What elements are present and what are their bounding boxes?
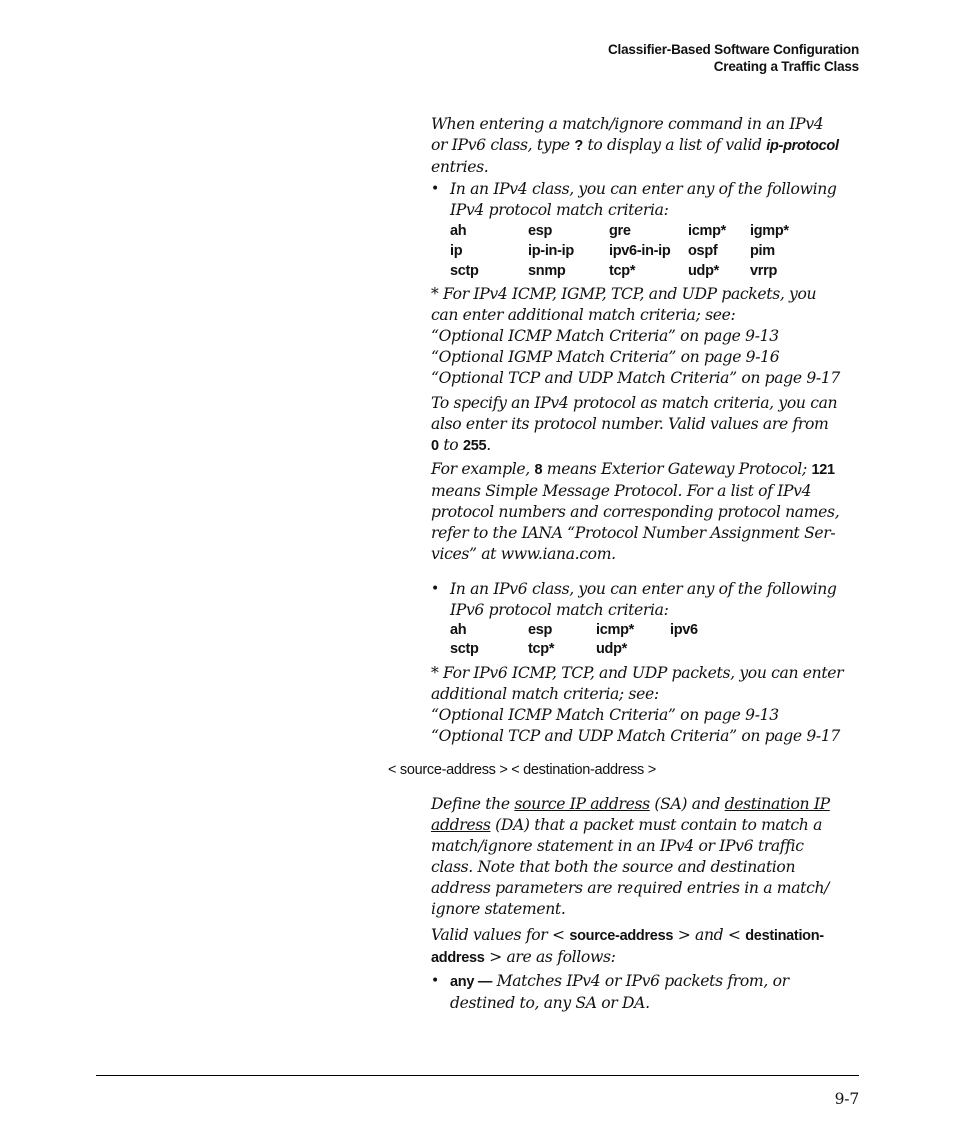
cross-reference: “Optional ICMP Match Criteria” on page 9-13	[431, 327, 779, 345]
protocol-cell: igmp*	[750, 223, 789, 239]
protocol-cell: vrrp	[750, 263, 778, 279]
protocol-cell: esp	[528, 223, 553, 239]
ip-protocol-keyword: ip-protocol	[766, 138, 839, 154]
cross-reference: “Optional TCP and UDP Match Criteria” on page 9-17	[431, 369, 840, 387]
destination-ip-address-term: destination IP	[724, 795, 830, 813]
protocol-cell: udp*	[596, 641, 628, 657]
header-chapter-title: Classifier-Based Software Configuration	[608, 42, 859, 57]
ipv4-additional-criteria-note: * For IPv4 ICMP, IGMP, TCP, and UDP packets, you can enter additional match criteria; see: “Optional ICMP Match Criteria” on page 9-13 “Optional IGMP Match Criteria” on page 9-16 “Optional TCP and UDP Match Criteria” on page 9-17	[431, 284, 855, 389]
protocol-cell: gre	[609, 223, 631, 239]
ipv6-additional-criteria-note: * For IPv6 ICMP, TCP, and UDP packets, you can enter additional match criteria; see: “Optional ICMP Match Criteria” on page 9-13 “Optional TCP and UDP Match Criteria” on page 9-17	[431, 663, 855, 747]
any-bullet-item: • any — Matches IPv4 or IPv6 packets from, or destined to, any SA or DA.	[431, 972, 789, 1012]
intro-paragraph: When entering a match/ignore command in an IPv4 or IPv6 class, type ? to display a list of valid ip-protocol entries.	[431, 115, 839, 176]
protocol-cell: tcp*	[609, 263, 636, 279]
protocol-cell: ah	[450, 622, 467, 638]
protocol-cell: pim	[750, 243, 775, 259]
protocol-cell: esp	[528, 622, 553, 638]
define-paragraph: Define the source IP address (SA) and destination IP address (DA) that a packet must contain to match a match/ignore statement in an IPv4 or IPv6 traffic class. Note that both the source and destination address parameters are required entries in a match/ ignore statement.	[431, 795, 830, 918]
protocol-cell: ip	[450, 243, 463, 259]
any-keyword: any —	[450, 974, 493, 990]
ipv6-bullet-item: • In an IPv6 class, you can enter any of the following IPv6 protocol match criteria:	[431, 580, 837, 619]
protocol-cell: icmp*	[596, 622, 634, 638]
example-paragraph: For example, 8 means Exterior Gateway Protocol; 121 means Simple Message Protocol. For a list of IPv4 protocol numbers and corresponding protocol names, refer to the IANA “Protocol Number Assignment Ser- vices” at www.iana.com.	[431, 460, 840, 563]
protocol-cell: udp*	[688, 263, 720, 279]
source-ip-address-term: source IP address	[514, 795, 650, 813]
footer-rule	[96, 1075, 859, 1076]
parameter-heading: < source-address > < destination-address >	[388, 762, 656, 778]
ipv4-bullet-item: • In an IPv4 class, you can enter any of the following IPv4 protocol match criteria:	[431, 180, 837, 219]
help-key: ?	[574, 138, 583, 154]
protocol-cell: ipv6	[670, 622, 698, 638]
cross-reference: “Optional IGMP Match Criteria” on page 9-16	[431, 348, 780, 366]
running-header	[608, 41, 859, 75]
protocol-cell: ospf	[688, 243, 718, 259]
protocol-cell: ah	[450, 223, 467, 239]
bullet-marker: •	[431, 181, 439, 197]
protocol-cell: sctp	[450, 641, 479, 657]
cross-reference: “Optional ICMP Match Criteria” on page 9-13	[431, 706, 779, 724]
page-number: 9-7	[834, 1090, 859, 1108]
protocol-cell: ip-in-ip	[528, 243, 574, 259]
header-section-title: Creating a Traffic Class	[713, 59, 859, 74]
bullet-marker: •	[431, 973, 439, 989]
protocol-number-paragraph: To specify an IPv4 protocol as match criteria, you can also enter its protocol number. Valid values are from 0 to 255.	[431, 394, 838, 454]
protocol-cell: ipv6-in-ip	[609, 243, 671, 259]
protocol-cell: sctp	[450, 263, 479, 279]
protocol-cell: icmp*	[688, 223, 726, 239]
protocol-cell: snmp	[528, 263, 566, 279]
protocol-cell: tcp*	[528, 641, 555, 657]
bullet-marker: •	[431, 581, 439, 597]
cross-reference: “Optional TCP and UDP Match Criteria” on page 9-17	[431, 727, 840, 745]
valid-values-paragraph: Valid values for < source-address > and < destination- address > are as follows:	[431, 926, 824, 966]
